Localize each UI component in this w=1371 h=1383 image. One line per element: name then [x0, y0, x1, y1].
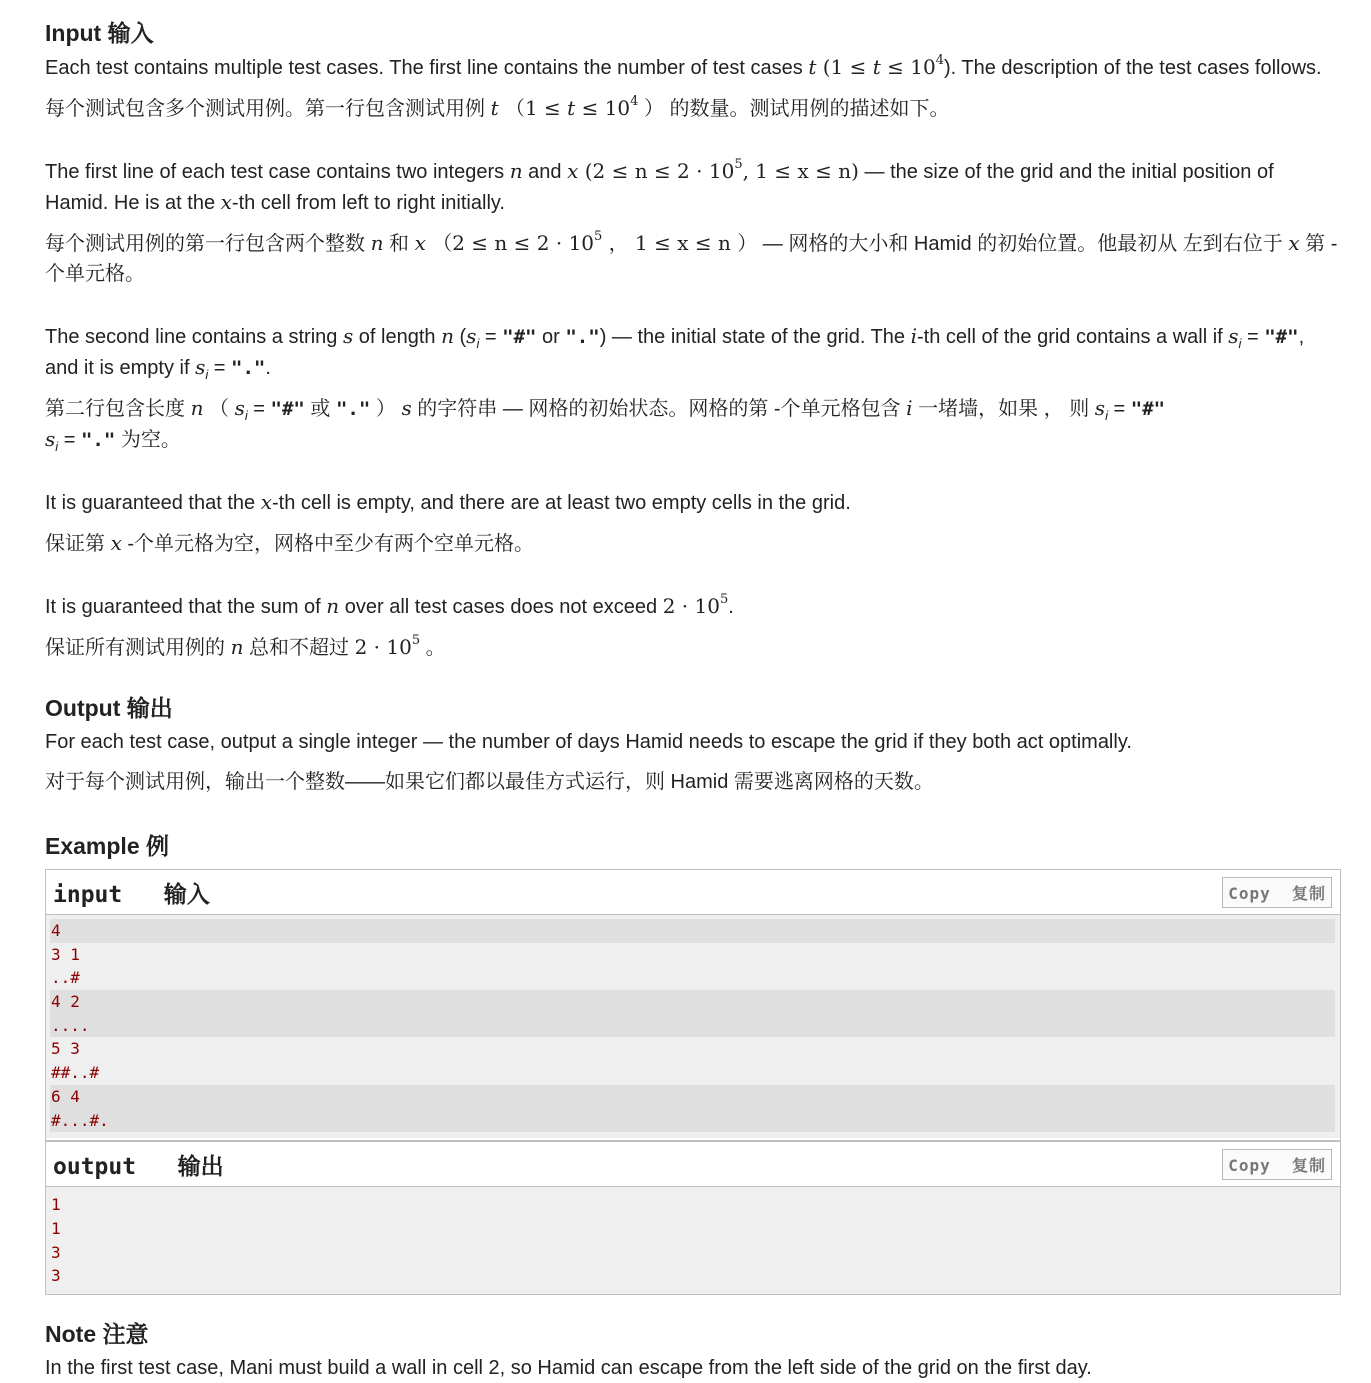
example-output-line: 1 [51, 1195, 61, 1215]
example-output-line: 1 [51, 1218, 61, 1238]
example-input-header [46, 870, 1340, 915]
copy-output-button[interactable]: Copy 复制 [1222, 1149, 1332, 1180]
example-input-line: .... [50, 1014, 1335, 1038]
input-paragraph-4-zh: 保证第 x -个单元格为空，网格中至少有两个空单元格。 [45, 531, 535, 555]
input-paragraph-3: The second line contains a string s of length n ($s_i$ = "#" or ".") — the initial state of the grid. The i-th cell of the grid contains a wall if $s_i$ = "#", and it is empty if $s_i$ = ".". [45, 324, 1305, 382]
input-paragraph-1: Each test contains multiple test cases. The first line contains the number of test cases t $(1 \le t \le 10^4)$. The description of the test cases follows. [45, 53, 1322, 79]
input-paragraph-5: It is guaranteed that the sum of n over all test cases does not exceed $2 \cdot 10^5$. [45, 592, 734, 618]
input-paragraph-3-zh: 第二行包含长度 n （ $s_i$ = "#" 或 "." ） s 的字符串 — 网格的初始状态。网格的第 -个单元格包含 i 一堵墙，如果 ， 则 $s_i$ = "#" $s_i$ = "." 为空。 [45, 396, 1166, 454]
example-output-line: 3 [51, 1266, 61, 1286]
example-output-header [46, 1141, 1340, 1187]
example-input-line: ..# [51, 968, 80, 988]
note-paragraph-1: In the first test case, Mani must build a wall in cell 2, so Hamid can escape from the left side of the grid on the first day. [45, 1356, 1092, 1379]
output-paragraph-1-zh: 对于每个测试用例，输出一个整数——如果它们都以最佳方式运行，则 Hamid 需要逃离网格的天数。 [45, 771, 934, 793]
example-section-title: Example 例 [45, 833, 169, 859]
example-input-line: 4 2 [50, 990, 1335, 1014]
example-input-line: 5 3 [51, 1039, 80, 1059]
input-paragraph-5-zh: 保证所有测试用例的 n 总和不超过 $2 \cdot 10^5$ 。 [45, 633, 446, 659]
example-output-label: output 输出 [53, 1153, 224, 1180]
example-input-line: 6 4 [50, 1085, 1335, 1109]
output-paragraph-1: For each test case, output a single integer — the number of days Hamid needs to escape the grid if they both act optimally. [45, 731, 1132, 753]
example-input-label: input 输入 [53, 881, 210, 908]
copy-input-button[interactable]: Copy 复制 [1222, 877, 1332, 908]
example-input-line: 3 1 [51, 944, 80, 964]
input-paragraph-1-zh: 每个测试包含多个测试用例。第一行包含测试用例 t （$1 \le t \le 10^4$ ） 的数量。测试用例的描述如下。 [45, 94, 950, 120]
input-paragraph-2: The first line of each test case contains two integers n and x ($2 \le n \le 2 \cdot 10^5$, 1 ≤ x ≤ n) — the size of the grid and the initial position of Hamid. He is at the x-th cell from left to right initially. [45, 157, 1274, 214]
example-output-line: 3 [51, 1242, 61, 1262]
example-output-body[interactable] [46, 1187, 1340, 1294]
example-input-line: 4 [50, 919, 1335, 943]
note-section-title: Note 注意 [45, 1320, 149, 1347]
example-input-body[interactable] [46, 915, 1340, 1138]
example-input-line: ##..# [51, 1063, 100, 1083]
example-box [45, 869, 1341, 1295]
input-section-title: Input 输入 [45, 20, 154, 46]
problem-statement [45, 14, 1341, 1379]
example-input-line: #...#. [50, 1109, 1335, 1133]
input-paragraph-4: It is guaranteed that the x-th cell is empty, and there are at least two empty cells in the grid. [45, 490, 851, 514]
output-section-title: Output 输出 [45, 695, 173, 721]
input-paragraph-2-zh: 每个测试用例的第一行包含两个整数 n 和 x （$2 \le n \le 2 \cdot 10^5$ ， 1 ≤ x ≤ n ） — 网格的大小和 Hamid 的初始位置。他最初从 左到右位于 x 第 - 个单元格。 [45, 229, 1338, 285]
